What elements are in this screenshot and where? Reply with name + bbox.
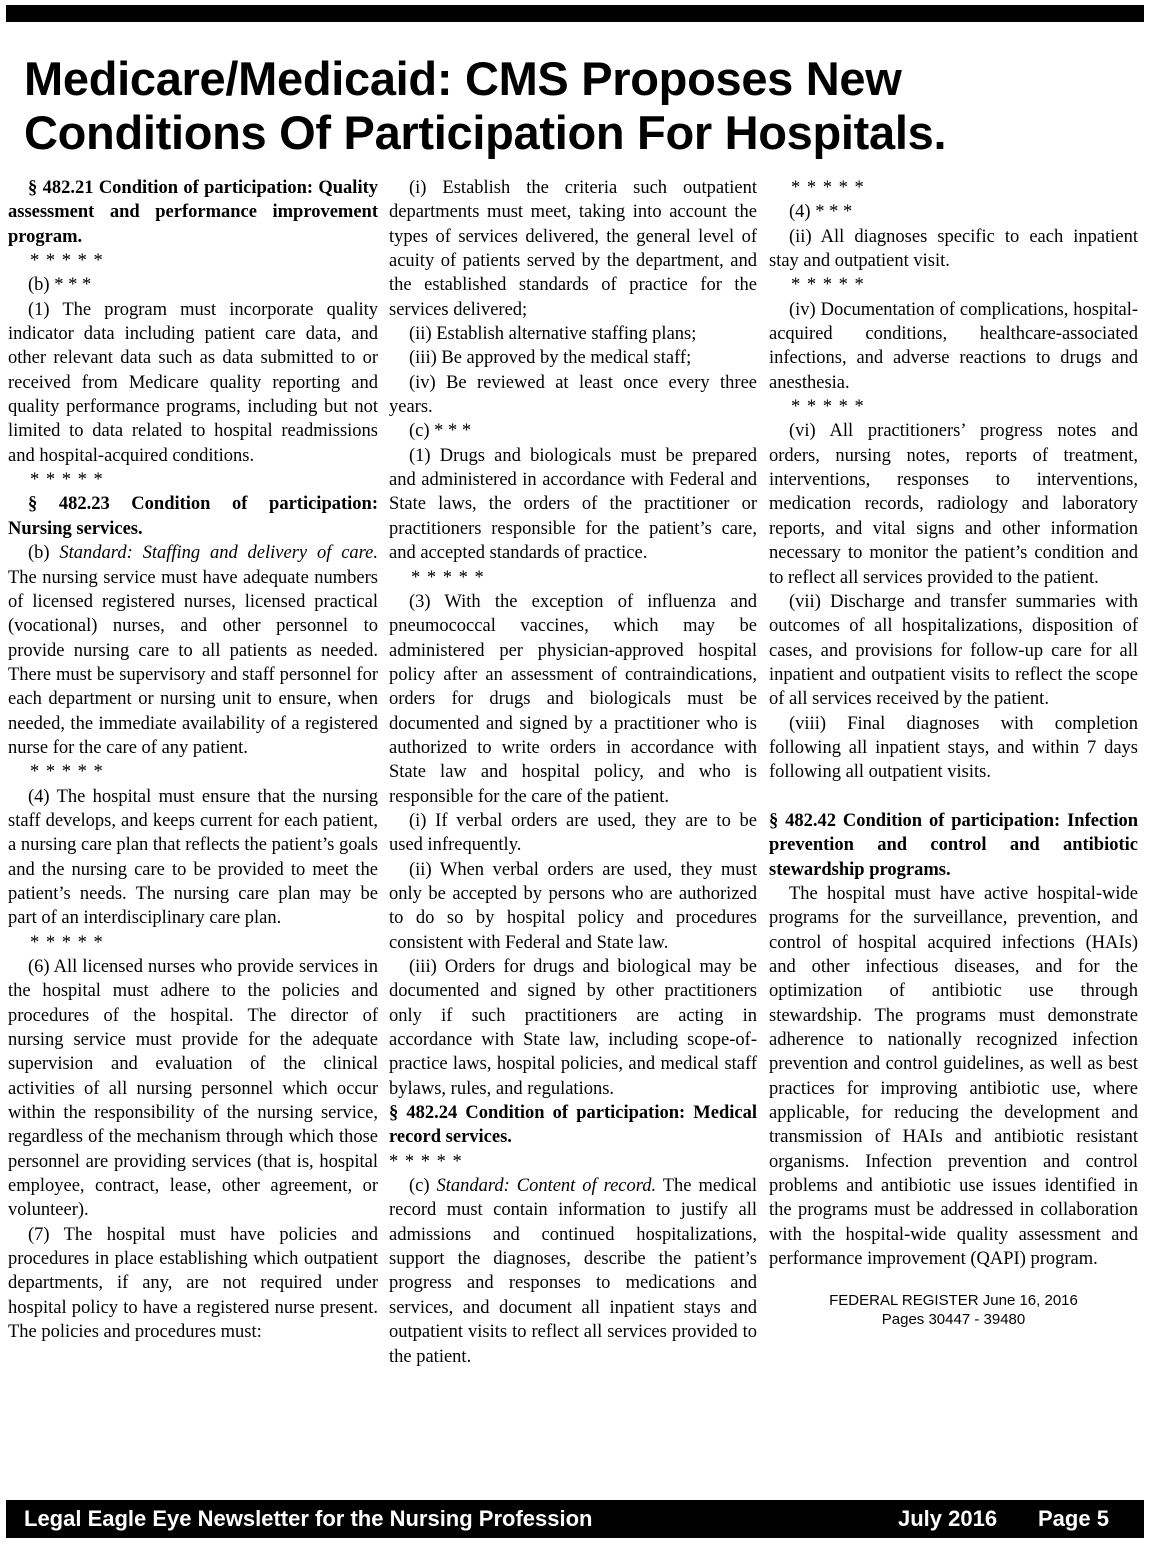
paragraph-label: (b) (28, 543, 50, 564)
paragraph-4: (4) * * * (789, 202, 853, 223)
standard-title: Standard: Staffing and delivery of care. (59, 543, 378, 564)
paragraph-text: The medical record must contain information to justify all admissions and continued hospitalizations, support the diagnoses, describe the patient’s progress and responses to medications and services, and document all inpatient stays and outpatient visits to reflect all services provided to the patient. (389, 1176, 757, 1367)
paragraph-infection-programs: The hospital must have active hospital-wide programs for the surveillance, prevention, and control of hospital acquired infections (HAIs) and other infectious diseases, and for the optimization of antibiotic use through stewardship. The programs must demonstrate adherence to nationally recognized infection prevention and control guidelines, as well as best practices for improving antibiotic use, where applicable, for reducing the development and transmission of HAIs and antibiotic resistant organisms. Infection prevention and control problems and antibiotic use issues identified in the programs must be addressed in collaboration with the hospital-wide quality assessment and performance improvement (QAPI) program. (769, 883, 1138, 1270)
paragraph-c-3-iii: (iii) Orders for drugs and biological may be documented and signed by other practitioners only if such practitioners are acting in accordance with State law, including scope-of-practice laws, hospital policies, and medical staff bylaws, rules, and regulations. (389, 957, 757, 1099)
spacer (769, 785, 1138, 809)
paragraph-c-1: (1) Drugs and biologicals must be prepared and administered in accordance with Federal and State laws, the orders of the practitioner or practitioners responsible for the patient’s care, and accepted standards of practice. (389, 445, 757, 564)
source-citation (769, 1291, 1138, 1329)
ellipsis-stars: * * * * * (30, 762, 104, 783)
footer-bar (6, 1500, 1144, 1538)
ellipsis-stars: * * * * * (30, 932, 104, 953)
paragraph-iv: (iv) Documentation of complications, hospital-acquired conditions, healthcare-associated infections, and adverse reactions to drugs and anesthesia. (769, 299, 1138, 393)
paragraph-c-3-i: (i) If verbal orders are used, they are to be used infrequently. (389, 810, 757, 856)
paragraph-b-staffing (8, 541, 378, 760)
paragraph-1: (1) The program must incorporate quality indicator data including patient care data, and other relevant data such as data submitted to or received from Medicare quality reporting and quality performance programs, including but not limited to data related to hospital readmissions and hospital-acquired conditions. (8, 299, 378, 466)
paragraph-vi: (vi) All practitioners’ progress notes and orders, nursing notes, reports of treatment, interventions, responses to interventions, medication records, radiology and laboratory reports, and vital signs and other information necessary to monitor the patient’s condition and to reflect all services provided to the patient. (769, 421, 1138, 588)
column-3 (769, 176, 1138, 1329)
paragraph-b: (b) * * * (28, 275, 92, 296)
top-rule (6, 5, 1144, 22)
ellipsis-stars: * * * * * (30, 470, 104, 491)
ellipsis-stars: * * * * * (791, 178, 865, 198)
section-heading-482-21: § 482.21 Condition of participation: Quality assessment and performance improvement program. (8, 178, 378, 247)
paragraph-i: (i) Establish the criteria such outpatient departments must meet, taking into account the types of services delivered, the general level of acuity of patients served by the department, and the established standards of practice for the services delivered; (389, 178, 757, 320)
paragraph-6: (6) All licensed nurses who provide services in the hospital must adhere to the policies and procedures of the hospital. The director of nursing service must provide for the adequate supervision and evaluation of the clinical activities of all nursing personnel which occur within the responsibility of the nursing service, regardless of the mechanism through which those personnel are providing services (that is, hospital employee, contract, lease, other agreement, or volunteer). (8, 957, 378, 1221)
section-heading-482-23: § 482.23 Condition of participation: Nursing services. (8, 494, 378, 539)
section-heading-482-42: § 482.42 Condition of participation: Infection prevention and control and antibiotic stewardship programs. (769, 810, 1138, 880)
page-number: Page 5 (1038, 1506, 1109, 1531)
paragraph-7: (7) The hospital must have policies and procedures in place establishing which outpatient departments, if any, are not required under hospital policy to have a registered nurse present. The policies and procedures must: (8, 1224, 378, 1343)
headline (24, 52, 1134, 160)
issue-date: July 2016 (898, 1506, 998, 1531)
ellipsis-stars: * * * * * (791, 275, 865, 296)
ellipsis-stars: * * * * * (30, 251, 104, 272)
column-1 (8, 176, 378, 1345)
paragraph-label: (c) (409, 1176, 430, 1197)
column-2 (389, 176, 757, 1369)
paragraph-ii: (ii) All diagnoses specific to each inpatient stay and outpatient visit. (769, 226, 1138, 272)
paragraph-iv: (iv) Be reviewed at least once every three years. (389, 372, 757, 418)
newsletter-title: Legal Eagle Eye Newsletter for the Nursing Profession (24, 1506, 593, 1531)
source-line-1: FEDERAL REGISTER June 16, 2016 (829, 1292, 1078, 1310)
standard-title: Standard: Content of record. (436, 1176, 657, 1197)
paragraph-viii: (viii) Final diagnoses with completion following all inpatient stays, and within 7 days following all outpatient visits. (769, 713, 1138, 783)
paragraph-text: The nursing service must have adequate numbers of licensed registered nurses, licensed practical (vocational) nurses, and other personnel to provide nursing care to all patients as needed. There must be supervisory and staff personnel for each department or nursing unit to ensure, when needed, the immediate availability of a registered nurse for the care of any patient. (8, 567, 378, 758)
paragraph-ii: (ii) Establish alternative staffing plans; (409, 324, 697, 345)
paragraph-4: (4) The hospital must ensure that the nursing staff develops, and keeps current for each patient, a nursing care plan that reflects the patient’s goals and the nursing care to be provided to meet the patient’s needs. The nursing care plan may be part of an interdisciplinary care plan. (8, 786, 378, 929)
paragraph-c-3: (3) With the exception of influenza and pneumococcal vaccines, which may be administered per physician-approved hospital policy after an assessment of contraindications, orders for drugs and biologicals must be documented and signed by a practitioner who is authorized to write orders in accordance with State law and hospital policy, and who is responsible for the care of the patient. (389, 591, 757, 807)
paragraph-c-content (389, 1174, 757, 1369)
paragraph-c: (c) * * * (409, 421, 472, 442)
ellipsis-stars: * * * * * (411, 567, 485, 588)
paragraph-c-3-ii: (ii) When verbal orders are used, they must only be accepted by persons who are authorized to do so by hospital policy and procedures consistent with Federal and State law. (389, 859, 757, 953)
ellipsis-stars: * * * * * (791, 397, 865, 418)
ellipsis-stars: * * * * * (389, 1151, 463, 1172)
headline-line-2: Conditions Of Participation For Hospitals. (24, 106, 947, 159)
headline-line-1: Medicare/Medicaid: CMS Proposes New (24, 52, 902, 105)
section-heading-482-24: § 482.24 Condition of participation: Medical record services. (389, 1103, 757, 1148)
paragraph-iii: (iii) Be approved by the medical staff; (409, 348, 692, 369)
paragraph-vii: (vii) Discharge and transfer summaries with outcomes of all hospitalizations, disposition of cases, and provisions for follow-up care for all inpatient and outpatient visits to reflect the scope of all services received by the patient. (769, 591, 1138, 710)
source-line-2: Pages 30447 - 39480 (881, 1311, 1026, 1329)
